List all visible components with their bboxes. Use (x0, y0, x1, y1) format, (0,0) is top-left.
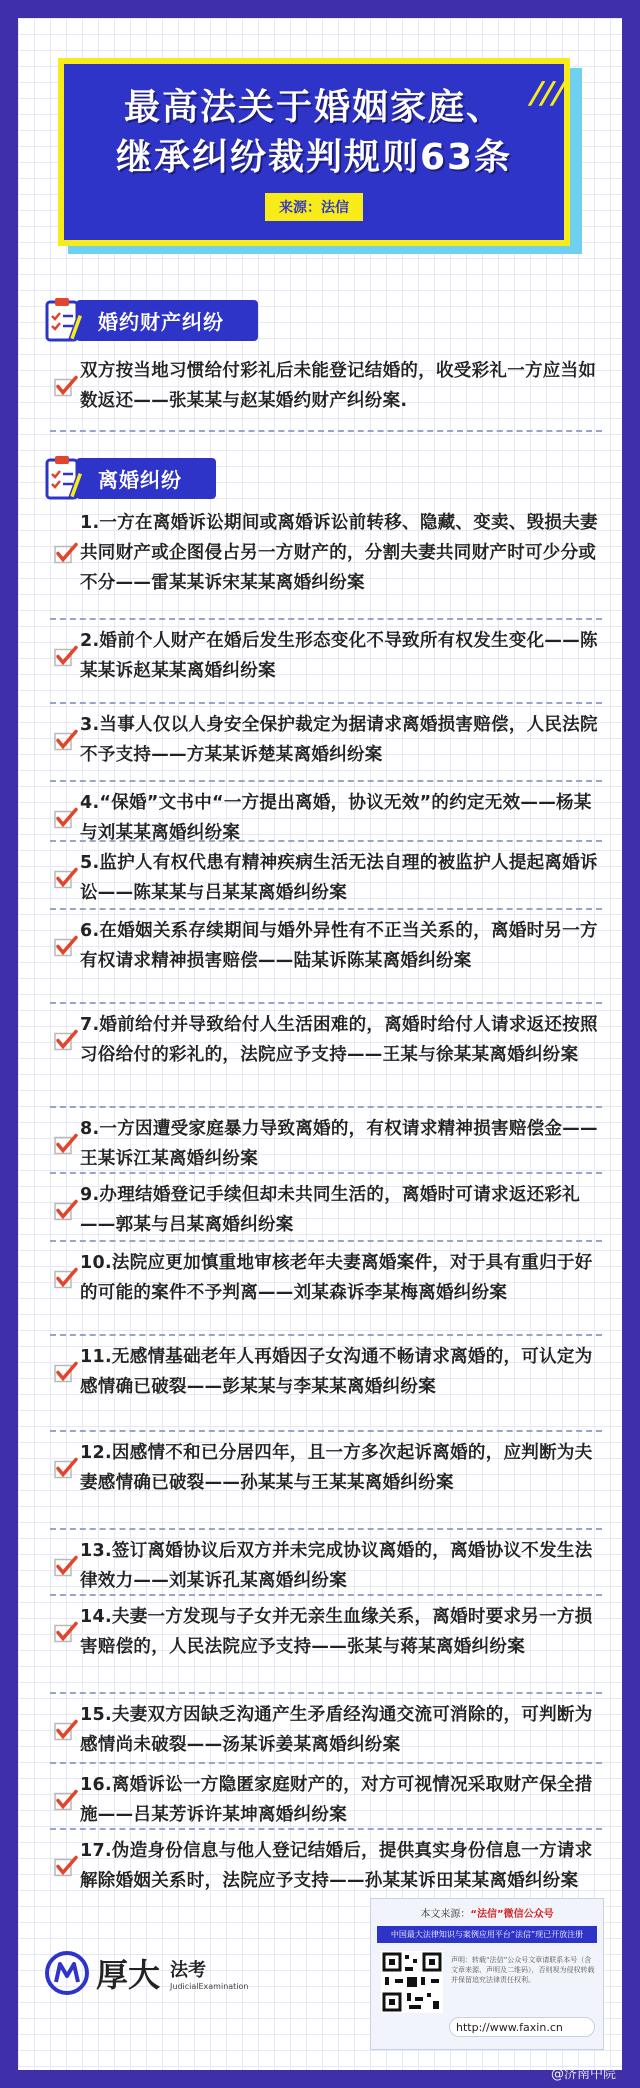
check-icon (52, 916, 80, 976)
card-url[interactable]: http://www.faxin.cn (449, 2017, 595, 2037)
divider (50, 1594, 602, 1596)
item-text: 15.夫妻双方因缺乏沟通产生矛盾经沟通交流可消除的，可判断为感情尚未破裂——汤某诉姜某离婚纠纷案 (80, 1705, 593, 1755)
card-head (371, 1899, 603, 1920)
section-header-divorce (44, 448, 216, 508)
title-line-2: 继承纠纷裁判规则63条 (115, 137, 513, 178)
section-label-engagement: 婚约财产纠纷 (76, 300, 258, 341)
card-head-hl: “法信”微信公众号 (470, 1909, 554, 1920)
item-text: 14.夫妻一方发现与子女并无亲生血缘关系，离婚时要求另一方损害赔偿的，人民法院应予支持——张某与蒋某离婚纠纷案 (80, 1607, 593, 1657)
item-text: 4.“保婚”文书中“一方提出离婚，协议无效”的约定无效——杨某与刘某某离婚纠纷案 (80, 793, 592, 843)
divider (50, 1828, 602, 1830)
list-item (52, 1602, 600, 1662)
divider (50, 1430, 602, 1432)
source-card (370, 1898, 604, 2050)
list-item (52, 848, 600, 908)
list-item (52, 356, 600, 416)
brand-sub-a: 法考 (170, 1959, 207, 1981)
list-item (52, 1770, 600, 1830)
brand-sub-b: JudicialExamination (170, 1981, 249, 1991)
brand-mark-icon (44, 1950, 90, 1996)
item-text: 11.无感情基础老年人再婚因子女沟通不畅请求离婚的，可认定为感情确已破裂——彭某某与李某某离婚纠纷案 (80, 1347, 593, 1397)
check-icon (52, 848, 80, 908)
check-icon (52, 1342, 80, 1402)
list-item (52, 916, 600, 976)
divider (50, 1762, 602, 1764)
banner-box (58, 58, 570, 246)
section-label-divorce: 离婚纠纷 (76, 458, 216, 499)
item-text: 1.一方在离婚诉讼期间或离婚诉讼前转移、隐藏、变卖、毁损夫妻共同财产或企图侵占另一方财产的，分割夫妻共同财产时可少分或不分——雷某某诉宋某某离婚纠纷案 (80, 513, 598, 593)
list-item (52, 1836, 600, 1896)
divider (50, 1692, 602, 1694)
divider (50, 618, 602, 620)
list-item (52, 1248, 600, 1308)
item-text: 12.因感情不和已分居四年，且一方多次起诉离婚的，应判断为夫妻感情确已破裂——孙某某与王某某离婚纠纷案 (80, 1443, 593, 1493)
title-banner (58, 58, 582, 254)
card-note: 声明：转载“法信”公众号文章请联系本号（含文章来源、声明及二维码），否则视为侵权转载并保留追究法律责任权利。 (451, 1956, 595, 1984)
source-label: 来源：法信 (265, 193, 363, 221)
list-item (52, 1438, 600, 1498)
divider (50, 1528, 602, 1530)
check-icon (52, 1770, 80, 1830)
item-text: 3.当事人仅以人身安全保护裁定为据请求离婚损害赔偿，人民法院不予支持——方某某诉楚某离婚纠纷案 (80, 715, 598, 765)
divider (50, 780, 602, 782)
divider (50, 430, 602, 432)
check-icon (52, 1836, 80, 1896)
check-icon (52, 1010, 80, 1070)
check-icon (52, 1536, 80, 1596)
list-item (52, 1342, 600, 1402)
divider (50, 840, 602, 842)
check-icon (52, 508, 80, 598)
item-text: 双方按当地习惯给付彩礼后未能登记结婚的，收受彩礼一方应当如数返还——张某某与赵某婚约财产纠纷案. (80, 361, 597, 411)
checklist-icon (44, 296, 84, 344)
list-item (52, 788, 600, 848)
item-text: 7.婚前给付并导致给付人生活困难的，离婚时给付人请求返还按照习俗给付的彩礼的，法院应予支持——王某与徐某某离婚纠纷案 (80, 1015, 598, 1065)
list-item (52, 710, 600, 770)
card-head-pre: 本文来源： (420, 1909, 471, 1920)
slash-decoration: /// (526, 76, 569, 111)
check-icon (52, 788, 80, 848)
check-icon (52, 1180, 80, 1240)
divider (50, 1106, 602, 1108)
title-line-1: 最高法关于婚姻家庭、 (123, 87, 504, 128)
divider (50, 1240, 602, 1242)
check-icon (52, 356, 80, 416)
qr-code-icon (381, 1951, 443, 2013)
item-text: 16.离婚诉讼一方隐匿家庭财产的，对方可视情况采取财产保全措施——吕某芳诉许某坤离婚纠纷案 (80, 1775, 593, 1825)
check-icon (52, 1602, 80, 1662)
item-text: 2.婚前个人财产在婚后发生形态变化不导致所有权发生变化——陈某某诉赵某某离婚纠纷案 (80, 631, 598, 681)
list-item (52, 1700, 600, 1760)
item-text: 6.在婚姻关系存续期间与婚外异性有不正当关系的，离婚时另一方有权请求精神损害赔偿——陆某诉陈某离婚纠纷案 (80, 921, 598, 971)
divider (50, 1002, 602, 1004)
check-icon (52, 710, 80, 770)
brand-logo (44, 1950, 249, 1996)
divider (50, 702, 602, 704)
brand-sub (170, 1956, 248, 1991)
check-icon (52, 1114, 80, 1174)
item-text: 8.一方因遭受家庭暴力导致离婚的，有权请求精神损害赔偿金——王某诉江某离婚纠纷案 (80, 1119, 598, 1169)
divider (50, 1172, 602, 1174)
divider (50, 908, 602, 910)
divider (50, 1334, 602, 1336)
list-item (52, 1114, 600, 1174)
check-icon (52, 1700, 80, 1760)
item-text: 5.监护人有权代患有精神疾病生活无法自理的被监护人提起离婚诉讼——陈某某与吕某某离婚纠纷案 (80, 853, 598, 903)
checklist-icon (44, 454, 84, 502)
list-item (52, 626, 600, 686)
list-item (52, 1536, 600, 1596)
item-text: 17.伪造身份信息与他人登记结婚后，提供真实身份信息一方请求解除婚姻关系时，法院应予支持——孙某某诉田某某离婚纠纷案 (80, 1841, 593, 1891)
item-text: 13.签订离婚协议后双方并未完成协议离婚的，离婚协议不发生法律效力——刘某诉孔某离婚纠纷案 (80, 1541, 593, 1591)
section-header-engagement (44, 290, 258, 350)
list-item (52, 1180, 600, 1240)
item-text: 9.办理结婚登记手续但却未共同生活的，离婚时可请求返还彩礼——郭某与吕某离婚纠纷案 (80, 1185, 581, 1235)
check-icon (52, 1438, 80, 1498)
watermark: @济南中院 (550, 2067, 616, 2082)
check-icon (52, 626, 80, 686)
list-item (52, 508, 600, 598)
item-text: 10.法院应更加慎重地审核老年夫妻离婚案件，对于具有重归于好的可能的案件不予判离——刘某森诉李某梅离婚纠纷案 (80, 1253, 593, 1303)
list-item (52, 1010, 600, 1070)
card-bar: 中国最大法律知识与案例应用平台“法信”现已开放注册 (377, 1926, 597, 1943)
brand-name: 厚大 (96, 1956, 161, 1994)
check-icon (52, 1248, 80, 1308)
